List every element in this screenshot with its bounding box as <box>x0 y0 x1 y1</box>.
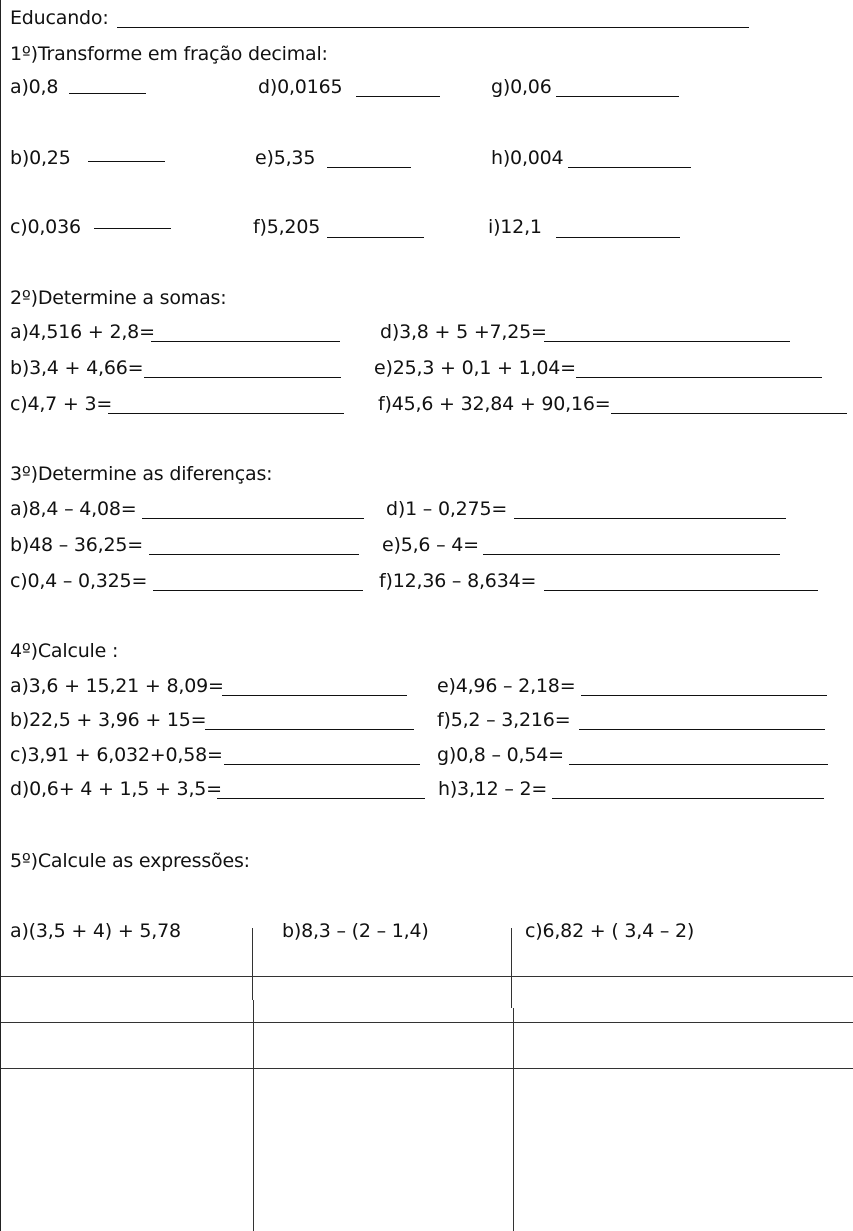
grid-column-divider <box>511 928 512 1008</box>
q4-item-b: b)22,5 + 3,96 + 15= <box>10 709 207 731</box>
answer-line[interactable] <box>108 413 344 414</box>
q5-item-c: c)6,82 + ( 3,4 – 2) <box>525 920 695 942</box>
q1-item-g: g)0,06 <box>491 76 552 98</box>
answer-line[interactable] <box>568 167 691 168</box>
q2-item-c: c)4,7 + 3= <box>10 393 113 415</box>
answer-line[interactable] <box>579 729 825 730</box>
grid-column-divider <box>513 1008 514 1231</box>
q1-title: 1º)Transforme em fração decimal: <box>10 43 328 65</box>
q3-item-f: f)12,36 – 8,634= <box>379 570 537 592</box>
grid-column-divider <box>253 1000 254 1231</box>
answer-line[interactable] <box>69 93 146 94</box>
answer-line[interactable] <box>88 161 165 162</box>
answer-line[interactable] <box>556 96 679 97</box>
q1-item-i: i)12,1 <box>488 216 542 238</box>
q4-item-c: c)3,91 + 6,032+0,58= <box>10 744 223 766</box>
q1-item-a: a)0,8 <box>10 76 59 98</box>
answer-line[interactable] <box>217 798 425 799</box>
q3-item-b: b)48 – 36,25= <box>10 534 143 556</box>
q5-item-a: a)(3,5 + 4) + 5,78 <box>10 920 181 942</box>
answer-line[interactable] <box>222 695 407 696</box>
q3-item-c: c)0,4 – 0,325= <box>10 570 148 592</box>
answer-line[interactable] <box>544 341 790 342</box>
q3-item-d: d)1 – 0,275= <box>386 498 508 520</box>
q4-item-a: a)3,6 + 15,21 + 8,09= <box>10 675 224 697</box>
answer-line[interactable] <box>144 377 341 378</box>
q3-item-a: a)8,4 – 4,08= <box>10 498 137 520</box>
q1-item-b: b)0,25 <box>10 147 71 169</box>
q4-item-e: e)4,96 – 2,18= <box>437 675 576 697</box>
answer-line[interactable] <box>224 764 420 765</box>
answer-line[interactable] <box>552 798 824 799</box>
q2-item-a: a)4,516 + 2,8= <box>10 321 155 343</box>
answer-line[interactable] <box>205 729 414 730</box>
answer-line[interactable] <box>483 554 780 555</box>
answer-line[interactable] <box>556 237 680 238</box>
grid-column-divider <box>252 928 253 1000</box>
q2-item-d: d)3,8 + 5 +7,25= <box>380 321 547 343</box>
answer-line[interactable] <box>611 413 847 414</box>
q1-item-c: c)0,036 <box>10 216 81 238</box>
grid-row-divider <box>1 1022 853 1023</box>
q2-item-e: e)25,3 + 0,1 + 1,04= <box>374 357 576 379</box>
q4-title: 4º)Calcule : <box>10 640 119 662</box>
answer-line[interactable] <box>327 167 411 168</box>
answer-line[interactable] <box>514 518 786 519</box>
student-name-line[interactable] <box>117 27 749 28</box>
answer-line[interactable] <box>544 590 818 591</box>
q2-title: 2º)Determine a somas: <box>10 287 227 309</box>
student-name-label: Educando: <box>10 7 109 29</box>
grid-row-divider <box>1 1068 853 1069</box>
answer-line[interactable] <box>327 237 424 238</box>
q4-item-g: g)0,8 – 0,54= <box>437 744 564 766</box>
answer-line[interactable] <box>142 518 364 519</box>
answer-line[interactable] <box>94 228 171 229</box>
q2-item-b: b)3,4 + 4,66= <box>10 357 144 379</box>
q2-item-f: f)45,6 + 32,84 + 90,16= <box>378 393 611 415</box>
answer-line[interactable] <box>581 695 827 696</box>
q3-title: 3º)Determine as diferenças: <box>10 463 273 485</box>
answer-line[interactable] <box>153 590 363 591</box>
answer-line[interactable] <box>576 377 822 378</box>
q4-item-d: d)0,6+ 4 + 1,5 + 3,5= <box>10 778 222 800</box>
q4-item-f: f)5,2 – 3,216= <box>437 709 571 731</box>
q1-item-h: h)0,004 <box>491 147 564 169</box>
q3-item-e: e)5,6 – 4= <box>382 534 479 556</box>
q5-title: 5º)Calcule as expressões: <box>10 850 250 872</box>
grid-row-divider <box>1 976 853 977</box>
q4-item-h: h)3,12 – 2= <box>438 778 548 800</box>
answer-line[interactable] <box>569 764 828 765</box>
q1-item-e: e)5,35 <box>255 147 316 169</box>
answer-line[interactable] <box>356 96 440 97</box>
answer-line[interactable] <box>151 341 340 342</box>
q5-item-b: b)8,3 – (2 – 1,4) <box>282 920 429 942</box>
q1-item-f: f)5,205 <box>253 216 321 238</box>
answer-line[interactable] <box>149 554 359 555</box>
q1-item-d: d)0,0165 <box>258 76 343 98</box>
